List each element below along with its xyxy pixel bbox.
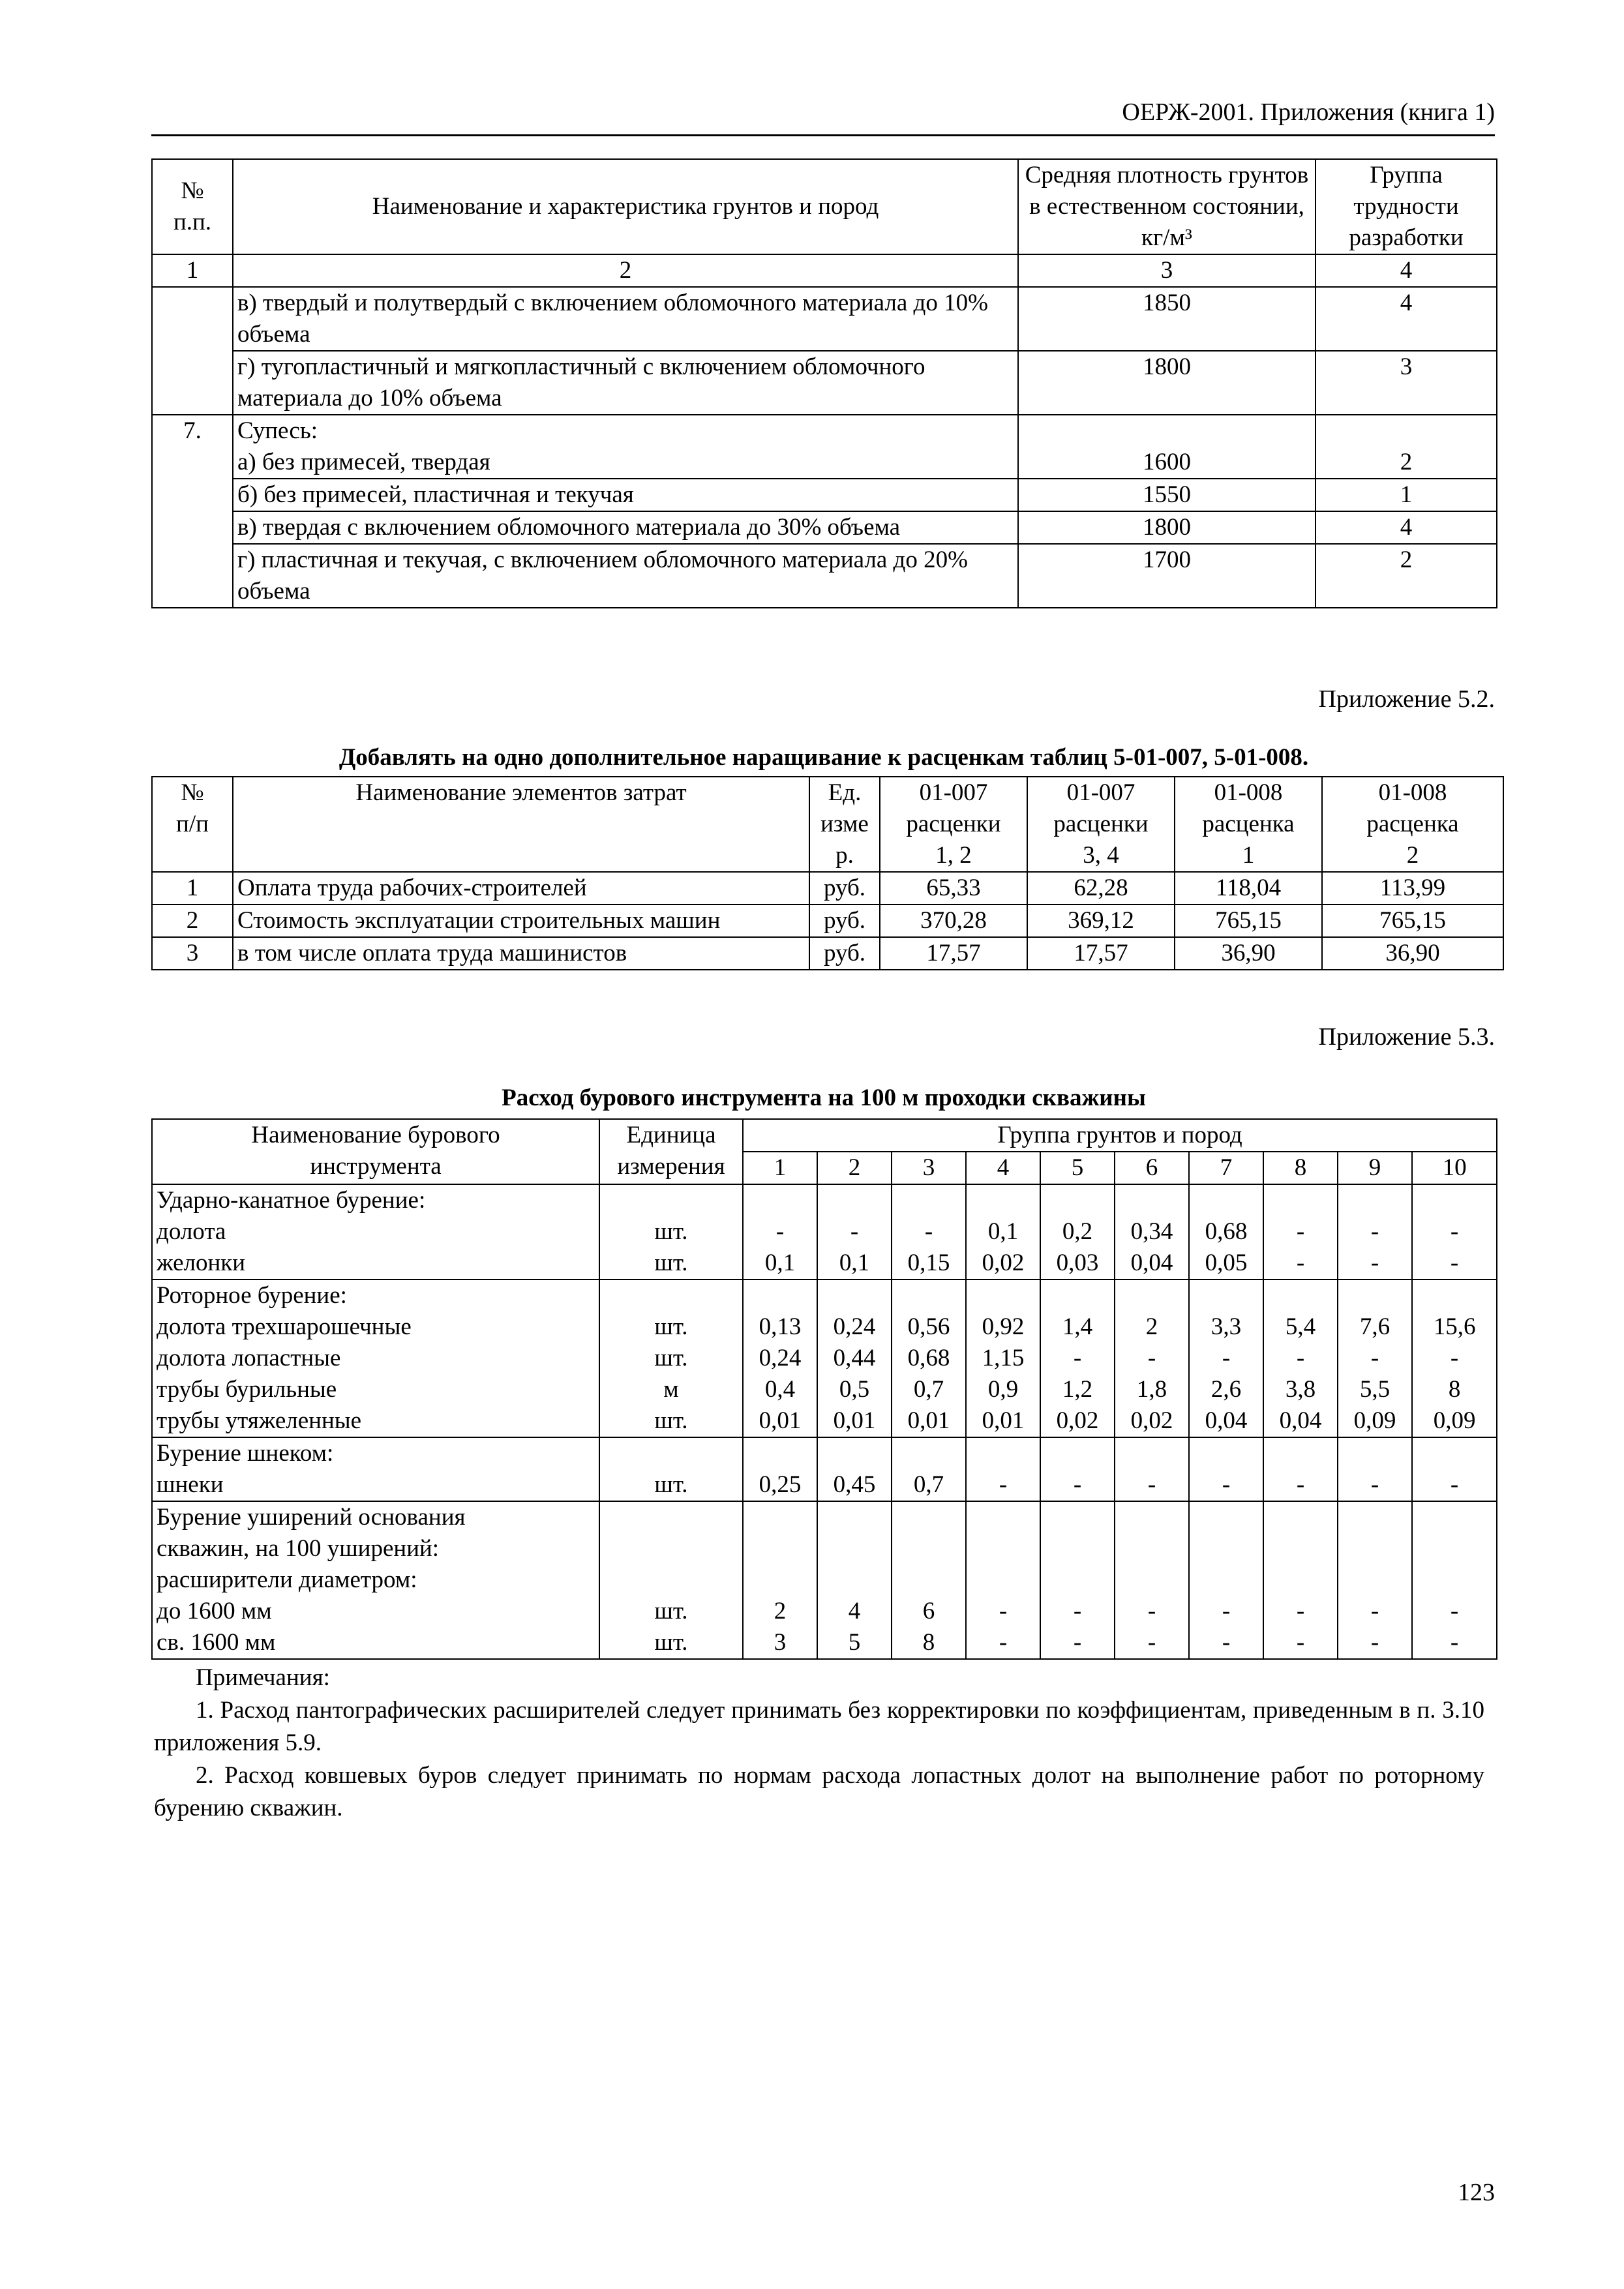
value: - [1412, 1248, 1497, 1279]
value [1189, 1564, 1263, 1596]
value: - [817, 1216, 892, 1248]
value [892, 1533, 966, 1564]
value: - [1412, 1627, 1497, 1659]
value: - [1040, 1469, 1115, 1501]
value: - [1040, 1343, 1115, 1374]
col-number: 4 [1316, 254, 1497, 287]
tool-name: трубы бурильные [152, 1374, 599, 1405]
table-row [152, 1533, 1497, 1564]
value [1412, 1564, 1497, 1596]
unit [599, 1279, 743, 1311]
value: - [1338, 1469, 1412, 1501]
value [1338, 1184, 1412, 1216]
row-num [152, 511, 233, 544]
table-row [152, 544, 1497, 608]
value [966, 1279, 1040, 1311]
group-col-header: 7 [1189, 1152, 1263, 1184]
row-num [152, 287, 233, 351]
notes-title: Примечания: [196, 1664, 330, 1691]
value [1040, 1279, 1115, 1311]
value [892, 1564, 966, 1596]
tool-name: долота трехшарошечные [152, 1311, 599, 1343]
value: 0,25 [743, 1469, 817, 1501]
col-header-group: Группа грунтов и пород [743, 1119, 1497, 1152]
page-number: 123 [1458, 2179, 1495, 2206]
value: 1,2 [1040, 1374, 1115, 1405]
unit: шт. [599, 1469, 743, 1501]
value: - [1338, 1343, 1412, 1374]
value [1412, 1279, 1497, 1311]
value [1115, 1564, 1189, 1596]
row-value: 65,33 [880, 872, 1027, 905]
col-header-rate: 01-008 расценка 2 [1322, 777, 1503, 872]
group-col-header: 2 [817, 1152, 892, 1184]
value [966, 1501, 1040, 1533]
value [1263, 1279, 1338, 1311]
value: 1,4 [1040, 1311, 1115, 1343]
value [1189, 1533, 1263, 1564]
value: 0,09 [1338, 1405, 1412, 1437]
value: - [1040, 1627, 1115, 1659]
table-row [152, 1374, 1497, 1405]
group-col-header: 5 [1040, 1152, 1115, 1184]
row-value: 113,99 [1322, 872, 1503, 905]
value: 0,02 [1040, 1405, 1115, 1437]
tool-name: св. 1600 мм [152, 1627, 599, 1659]
col-header-name: Наименование элементов затрат [233, 777, 809, 872]
value [817, 1184, 892, 1216]
value: 5 [817, 1627, 892, 1659]
value: - [1338, 1248, 1412, 1279]
tool-name: Ударно-канатное бурение: [152, 1184, 599, 1216]
value: 15,6 [1412, 1311, 1497, 1343]
value [892, 1279, 966, 1311]
row-name: г) пластичная и текучая, с включением обломочного материала до 20% объема [233, 544, 1018, 608]
value: 0,24 [743, 1343, 817, 1374]
value [1412, 1533, 1497, 1564]
value [743, 1564, 817, 1596]
appendix-5-3-title: Расход бурового инструмента на 100 м проходки скважины [502, 1085, 1146, 1111]
value [1189, 1501, 1263, 1533]
value: 0,01 [817, 1405, 892, 1437]
group-col-header: 10 [1412, 1152, 1497, 1184]
value: 0,01 [892, 1405, 966, 1437]
value: 0,13 [743, 1311, 817, 1343]
row-density: 1800 [1018, 351, 1316, 415]
value [1115, 1437, 1189, 1469]
row-num [152, 544, 233, 608]
value: 0,01 [966, 1405, 1040, 1437]
group-col-header: 9 [1338, 1152, 1412, 1184]
value [1338, 1533, 1412, 1564]
unit: шт. [599, 1627, 743, 1659]
value: 0,2 [1040, 1216, 1115, 1248]
value [1189, 1184, 1263, 1216]
value: 0,9 [966, 1374, 1040, 1405]
value: - [1115, 1343, 1189, 1374]
table-row [152, 1279, 1497, 1311]
value: 0,56 [892, 1311, 966, 1343]
row-name: Супесь: а) без примесей, твердая [233, 415, 1018, 479]
table-row [152, 1343, 1497, 1374]
unit [599, 1184, 743, 1216]
table-row [152, 1627, 1497, 1659]
row-num [152, 351, 233, 415]
row-num: 7. [152, 415, 233, 479]
tool-name: Роторное бурение: [152, 1279, 599, 1311]
tool-name: долота лопастные [152, 1343, 599, 1374]
value: 0,1 [966, 1216, 1040, 1248]
table-row [152, 1596, 1497, 1627]
value [1115, 1279, 1189, 1311]
value: 0,04 [1189, 1405, 1263, 1437]
unit [599, 1501, 743, 1533]
value: 0,04 [1115, 1248, 1189, 1279]
table-row [152, 479, 1497, 511]
value: 0,45 [817, 1469, 892, 1501]
value: - [1263, 1469, 1338, 1501]
value [1412, 1437, 1497, 1469]
value: - [966, 1596, 1040, 1627]
tool-name: долота [152, 1216, 599, 1248]
value: 0,92 [966, 1311, 1040, 1343]
page-header [151, 98, 1495, 136]
value: 6 [892, 1596, 966, 1627]
value: - [1338, 1596, 1412, 1627]
value: 0,7 [892, 1469, 966, 1501]
value: - [1189, 1596, 1263, 1627]
table-row [152, 511, 1497, 544]
value [1338, 1501, 1412, 1533]
row-name: б) без примесей, пластичная и текучая [233, 479, 1018, 511]
table-row [152, 415, 1497, 479]
col-header-rate: 01-007 расценки 1, 2 [880, 777, 1027, 872]
value [1040, 1184, 1115, 1216]
col-number: 2 [233, 254, 1018, 287]
col-header-group: Группа трудности разработки [1316, 159, 1497, 254]
appendix-5-2-title: Добавлять на одно дополнительное наращивание к расценкам таблиц 5-01-007, 5-01-008. [338, 744, 1309, 771]
value [966, 1184, 1040, 1216]
col-header-num: № п.п. [152, 159, 233, 254]
value: 0,44 [817, 1343, 892, 1374]
col-header-num: № п/п [152, 777, 233, 872]
value: 0,7 [892, 1374, 966, 1405]
value [1189, 1279, 1263, 1311]
value: - [1115, 1469, 1189, 1501]
row-value: 370,28 [880, 905, 1027, 937]
value [743, 1437, 817, 1469]
col-header-name: Наименование и характеристика грунтов и пород [233, 159, 1018, 254]
value [743, 1533, 817, 1564]
value [743, 1279, 817, 1311]
col-header-rate: 01-007 расценки 3, 4 [1027, 777, 1175, 872]
unit [599, 1533, 743, 1564]
value: - [1338, 1627, 1412, 1659]
tool-name: Бурение уширений основания [152, 1501, 599, 1533]
value: - [1263, 1596, 1338, 1627]
value [1338, 1564, 1412, 1596]
col-number: 3 [1018, 254, 1316, 287]
value [817, 1279, 892, 1311]
value: 0,1 [743, 1248, 817, 1279]
row-density: 1800 [1018, 511, 1316, 544]
row-group: 1 [1316, 479, 1497, 511]
value [1189, 1437, 1263, 1469]
soil-density-table [151, 158, 1497, 608]
value: 8 [1412, 1374, 1497, 1405]
row-density: 1700 [1018, 544, 1316, 608]
value: - [1263, 1343, 1338, 1374]
group-col-header: 8 [1263, 1152, 1338, 1184]
value: - [1189, 1343, 1263, 1374]
table-row [152, 905, 1503, 937]
value: 3 [743, 1627, 817, 1659]
unit: шт. [599, 1311, 743, 1343]
group-col-header: 1 [743, 1152, 817, 1184]
col-header-rate: 01-008 расценка 1 [1175, 777, 1322, 872]
value: 0,09 [1412, 1405, 1497, 1437]
row-unit: руб. [809, 937, 880, 970]
value: 0,15 [892, 1248, 966, 1279]
value [817, 1501, 892, 1533]
table-row [152, 1405, 1497, 1437]
row-value: 765,15 [1175, 905, 1322, 937]
value: - [966, 1627, 1040, 1659]
value: 0,02 [1115, 1405, 1189, 1437]
col-header-tool: Наименование бурового инструмента [152, 1119, 599, 1184]
col-number: 1 [152, 254, 233, 287]
table-row [152, 937, 1503, 970]
value: - [1189, 1627, 1263, 1659]
row-density: 1850 [1018, 287, 1316, 351]
cost-elements-table [151, 776, 1504, 970]
row-value: 118,04 [1175, 872, 1322, 905]
table-row [152, 872, 1503, 905]
row-density: 1600 [1018, 415, 1316, 479]
row-value: 17,57 [1027, 937, 1175, 970]
value [1263, 1533, 1338, 1564]
value: - [1263, 1627, 1338, 1659]
row-num: 2 [152, 905, 233, 937]
value: 2,6 [1189, 1374, 1263, 1405]
value [1338, 1279, 1412, 1311]
value: 4 [817, 1596, 892, 1627]
value: - [1040, 1596, 1115, 1627]
value: - [1115, 1627, 1189, 1659]
row-group: 2 [1316, 415, 1497, 479]
unit [599, 1564, 743, 1596]
drilling-tools-table [151, 1118, 1497, 1660]
value: - [1263, 1216, 1338, 1248]
group-col-header: 6 [1115, 1152, 1189, 1184]
row-value: 36,90 [1175, 937, 1322, 970]
value [966, 1437, 1040, 1469]
value [1412, 1501, 1497, 1533]
row-num: 1 [152, 872, 233, 905]
note-item: 2. Расход ковшевых буров следует принимать по нормам расхода лопастных долот на выполнение работ по роторному бурению скважин. [154, 1762, 1484, 1821]
row-value: 369,12 [1027, 905, 1175, 937]
value: 5,5 [1338, 1374, 1412, 1405]
value [817, 1437, 892, 1469]
tool-name: трубы утяжеленные [152, 1405, 599, 1437]
tool-name: желонки [152, 1248, 599, 1279]
value [966, 1564, 1040, 1596]
row-unit: руб. [809, 872, 880, 905]
value: 2 [1115, 1311, 1189, 1343]
value: - [1412, 1343, 1497, 1374]
value [1263, 1564, 1338, 1596]
value [1263, 1184, 1338, 1216]
value: 0,68 [892, 1343, 966, 1374]
table-row [152, 1469, 1497, 1501]
value [817, 1564, 892, 1596]
row-name: г) тугопластичный и мягкопластичный с включением обломочного материала до 10% объема [233, 351, 1018, 415]
value: 3,8 [1263, 1374, 1338, 1405]
row-value: 17,57 [880, 937, 1027, 970]
value: 8 [892, 1627, 966, 1659]
value: 0,1 [817, 1248, 892, 1279]
value: 0,04 [1263, 1405, 1338, 1437]
value [1115, 1501, 1189, 1533]
unit: шт. [599, 1596, 743, 1627]
tool-name: шнеки [152, 1469, 599, 1501]
row-value: 36,90 [1322, 937, 1503, 970]
row-group: 3 [1316, 351, 1497, 415]
value [892, 1184, 966, 1216]
value: - [1263, 1248, 1338, 1279]
value [817, 1533, 892, 1564]
table-row [152, 1248, 1497, 1279]
value [1040, 1564, 1115, 1596]
value [1263, 1437, 1338, 1469]
unit: шт. [599, 1216, 743, 1248]
tool-name: скважин, на 100 уширений: [152, 1533, 599, 1564]
value: - [1338, 1216, 1412, 1248]
value: 0,24 [817, 1311, 892, 1343]
value: 1,15 [966, 1343, 1040, 1374]
value [1115, 1533, 1189, 1564]
group-col-header: 3 [892, 1152, 966, 1184]
unit: м [599, 1374, 743, 1405]
value: 0,68 [1189, 1216, 1263, 1248]
col-header-density: Средняя плотность грунтов в естественном состоянии, кг/м³ [1018, 159, 1316, 254]
row-name: в) твердая с включением обломочного материала до 30% объема [233, 511, 1018, 544]
table-row [152, 287, 1497, 351]
value: - [743, 1216, 817, 1248]
value: 0,5 [817, 1374, 892, 1405]
value [1040, 1533, 1115, 1564]
unit [599, 1437, 743, 1469]
value: 2 [743, 1596, 817, 1627]
row-num [152, 479, 233, 511]
value [892, 1437, 966, 1469]
value: 5,4 [1263, 1311, 1338, 1343]
value [892, 1501, 966, 1533]
row-name: Оплата труда рабочих-строителей [233, 872, 809, 905]
value [1338, 1437, 1412, 1469]
value [743, 1184, 817, 1216]
value [1040, 1501, 1115, 1533]
row-group: 2 [1316, 544, 1497, 608]
unit: шт. [599, 1405, 743, 1437]
value: - [1412, 1469, 1497, 1501]
note-item: 1. Расход пантографических расширителей следует принимать без корректировки по коэффициентам, приведенным в п. 3.10 приложения 5.9. [154, 1697, 1484, 1756]
value: 3,3 [1189, 1311, 1263, 1343]
unit: шт. [599, 1248, 743, 1279]
table-row [152, 1184, 1497, 1216]
value [1040, 1437, 1115, 1469]
page-header-title: ОЕРЖ-2001. Приложения (книга 1) [1122, 98, 1495, 126]
value [743, 1501, 817, 1533]
value: 0,02 [966, 1248, 1040, 1279]
row-name: в том числе оплата труда машинистов [233, 937, 809, 970]
table-row [152, 1216, 1497, 1248]
tool-name: до 1600 мм [152, 1596, 599, 1627]
table-row [152, 351, 1497, 415]
value: 0,05 [1189, 1248, 1263, 1279]
value [1263, 1501, 1338, 1533]
row-num: 3 [152, 937, 233, 970]
value [966, 1533, 1040, 1564]
value: - [1412, 1596, 1497, 1627]
value: - [892, 1216, 966, 1248]
value: - [1412, 1216, 1497, 1248]
row-group: 4 [1316, 287, 1497, 351]
unit: шт. [599, 1343, 743, 1374]
table-row [152, 1437, 1497, 1469]
notes [154, 1662, 1484, 1825]
value: 0,01 [743, 1405, 817, 1437]
row-value: 765,15 [1322, 905, 1503, 937]
group-col-header: 4 [966, 1152, 1040, 1184]
appendix-5-3-label: Приложение 5.3. [1318, 1023, 1495, 1051]
tool-name: Бурение шнеком: [152, 1437, 599, 1469]
value: 0,03 [1040, 1248, 1115, 1279]
row-group: 4 [1316, 511, 1497, 544]
value: - [1189, 1469, 1263, 1501]
appendix-5-2-label: Приложение 5.2. [1318, 685, 1495, 713]
table-row [152, 1311, 1497, 1343]
value: 0,34 [1115, 1216, 1189, 1248]
col-header-unit: Ед. изме р. [809, 777, 880, 872]
table-row [152, 1564, 1497, 1596]
value: 0,4 [743, 1374, 817, 1405]
value [1412, 1184, 1497, 1216]
row-name: Стоимость эксплуатации строительных машин [233, 905, 809, 937]
row-unit: руб. [809, 905, 880, 937]
value: 1,8 [1115, 1374, 1189, 1405]
table-row [152, 1501, 1497, 1533]
value: 7,6 [1338, 1311, 1412, 1343]
row-density: 1550 [1018, 479, 1316, 511]
row-name: в) твердый и полутвердый с включением обломочного материала до 10% объема [233, 287, 1018, 351]
row-value: 62,28 [1027, 872, 1175, 905]
col-header-unit: Единица измерения [599, 1119, 743, 1184]
value [1115, 1184, 1189, 1216]
tool-name: расширители диаметром: [152, 1564, 599, 1596]
value: - [1115, 1596, 1189, 1627]
value: - [966, 1469, 1040, 1501]
